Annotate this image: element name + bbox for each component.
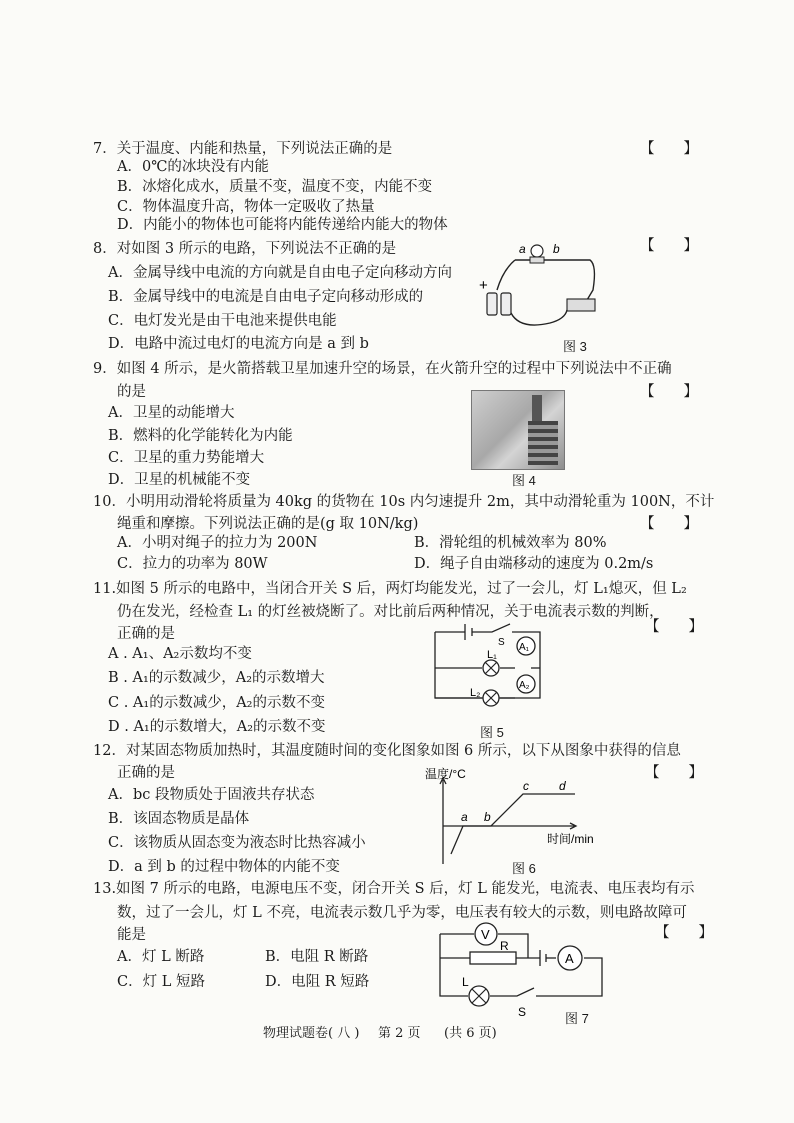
figure-3-caption: 图 3: [563, 339, 587, 354]
fig7-label-a: A: [565, 951, 574, 966]
fig6-label-d: d: [559, 779, 566, 793]
q9-option-b: B．燃料的化学能转化为内能: [108, 428, 293, 444]
q8-answer-bracket: 【 】: [640, 238, 698, 254]
figure-3-circuit: [475, 235, 605, 350]
q13-stem-line1: 13.如图 7 所示的电路，电源电压不变，闭合开关 S 后，灯 L 能发光，电流表、电压表均有示: [93, 881, 695, 897]
figure-4-rocket-photo: [471, 390, 565, 470]
q10-option-d: D．绳子自由端移动的速度为 0.2m/s: [414, 556, 654, 572]
q11-stem-line2: 仍在发光，经检查 L₁ 的灯丝被烧断了。对比前后两种情况，关于电流表示数的判断，: [117, 604, 664, 620]
q10-stem-line1: 10．小明用动滑轮将质量为 40kg 的货物在 10s 内匀速提升 2m，其中动滑轮重为 100N，不计: [93, 494, 715, 510]
figure-6-graph: [425, 766, 610, 866]
fig3-label-b: b: [553, 242, 560, 256]
q13-option-b: B．电阻 R 断路: [265, 949, 369, 965]
fig6-xlabel: 时间/min: [547, 832, 594, 846]
q10-option-a: A．小明对绳子的拉力为 200N: [117, 535, 318, 551]
q7-stem: 7．关于温度、内能和热量，下列说法正确的是: [93, 141, 393, 157]
switch-icon: [567, 299, 595, 311]
q10-stem-line2: 绳重和摩擦。下列说法正确的是(g 取 10N/kg): [117, 516, 419, 532]
q9-answer-bracket: 【 】: [640, 384, 698, 400]
q13-stem-line3: 能是: [117, 927, 146, 943]
q11-option-d: D . A₁的示数增大，A₂的示数不变: [108, 719, 326, 735]
fig6-ylabel: 温度/°C: [425, 767, 466, 781]
q13-stem-line2: 数，过了一会儿，灯 L 不亮，电流表示数几乎为零，电压表有较大的示数，则电路故障可: [117, 905, 687, 921]
figure-7-caption: 图 7: [565, 1011, 589, 1026]
q7-option-a: A．0℃的冰块没有内能: [117, 159, 269, 175]
q7-answer-bracket: 【 】: [640, 141, 698, 157]
fig3-label-plus: +: [479, 277, 488, 294]
q7-option-d: D．内能小的物体也可能将内能传递给内能大的物体: [117, 217, 448, 233]
bulb-icon: [531, 245, 543, 257]
q12-option-a: A．bc 段物质处于固液共存状态: [108, 787, 315, 803]
q13-option-d: D．电阻 R 短路: [265, 974, 370, 990]
q8-stem: 8．对如图 3 所示的电路，下列说法不正确的是: [93, 241, 397, 257]
q11-option-c: C . A₁的示数减少，A₂的示数不变: [108, 695, 325, 711]
q13-option-c: C．灯 L 短路: [117, 974, 205, 990]
q13-option-a: A．灯 L 断路: [117, 949, 205, 965]
q7-option-b: B．冰熔化成水，质量不变，温度不变，内能不变: [117, 179, 433, 195]
fig5-label-a1: A₁: [519, 642, 530, 653]
fig6-label-b: b: [484, 810, 491, 824]
fig7-label-s: S: [518, 1005, 527, 1018]
fig7-label-v: V: [481, 927, 490, 942]
q11-option-b: B . A₁的示数减少，A₂的示数增大: [108, 670, 325, 686]
q8-option-d: D．电路中流过电灯的电流方向是 a 到 b: [108, 336, 369, 352]
footer-exam-title: 物理试题卷( 八 ): [263, 1026, 360, 1041]
q11-stem-line1: 11.如图 5 所示的电路中，当闭合开关 S 后，两灯均能发光，过了一会儿，灯 L₁熄灭，但 L₂: [93, 581, 687, 597]
q9-stem-line1: 9．如图 4 所示，是火箭搭载卫星加速升空的场景，在火箭升空的过程中下列说法中不正确: [93, 361, 672, 377]
fig5-label-a2: A₂: [519, 680, 530, 691]
q12-answer-bracket: 【 】: [645, 765, 703, 781]
q7-option-c: C．物体温度升高，物体一定吸收了热量: [117, 199, 375, 215]
q12-stem-line1: 12．对某固态物质加热时，其温度随时间的变化图象如图 6 所示，以下从图象中获得的信息: [93, 743, 681, 759]
q9-option-a: A．卫星的动能增大: [108, 405, 235, 421]
q12-stem-line2: 正确的是: [117, 765, 175, 781]
figure-5-caption: 图 5: [480, 725, 504, 740]
q13-answer-bracket: 【 】: [655, 925, 713, 941]
footer-page-number: 第 2 页: [378, 1026, 421, 1041]
fig5-label-l1: L₁: [487, 649, 497, 661]
q10-option-b: B．滑轮组的机械效率为 80%: [414, 535, 607, 551]
q12-option-b: B．该固态物质是晶体: [108, 811, 250, 827]
figure-4-caption: 图 4: [512, 473, 536, 488]
fig6-label-a: a: [461, 810, 468, 824]
fig5-label-l2: L₂: [470, 687, 481, 699]
q9-option-c: C．卫星的重力势能增大: [108, 450, 265, 466]
q12-option-c: C．该物质从固态变为液态时比热容减小: [108, 835, 366, 851]
fig5-label-s: S: [498, 637, 505, 648]
q9-stem-line2: 的是: [117, 384, 146, 400]
q11-stem-line3: 正确的是: [117, 626, 175, 642]
q10-answer-bracket: 【 】: [640, 516, 698, 532]
q8-option-b: B．金属导线中的电流是自由电子定向移动形成的: [108, 289, 424, 305]
footer-total-pages: (共 6 页): [444, 1026, 497, 1041]
q12-option-d: D．a 到 b 的过程中物体的内能不变: [108, 859, 340, 875]
q11-option-a: A . A₁、A₂示数均不变: [108, 646, 252, 662]
q8-option-a: A．金属导线中电流的方向就是自由电子定向移动方向: [108, 265, 452, 281]
q10-option-c: C．拉力的功率为 80W: [117, 556, 268, 572]
q9-option-d: D．卫星的机械能不变: [108, 472, 251, 488]
fig3-label-a: a: [519, 242, 526, 256]
figure-7-circuit: [432, 918, 612, 1018]
fig7-label-r: R: [500, 939, 509, 953]
battery-icon: [487, 293, 497, 315]
figure-6-caption: 图 6: [512, 861, 536, 876]
resistor-r-icon: [470, 952, 516, 964]
figure-5-circuit: [430, 620, 550, 720]
q8-option-c: C．电灯发光是由干电池来提供电能: [108, 313, 337, 329]
q11-answer-bracket: 【 】: [645, 619, 703, 635]
fig6-label-c: c: [523, 779, 529, 793]
fig7-label-l: L: [462, 975, 469, 989]
battery-icon: [501, 293, 511, 315]
